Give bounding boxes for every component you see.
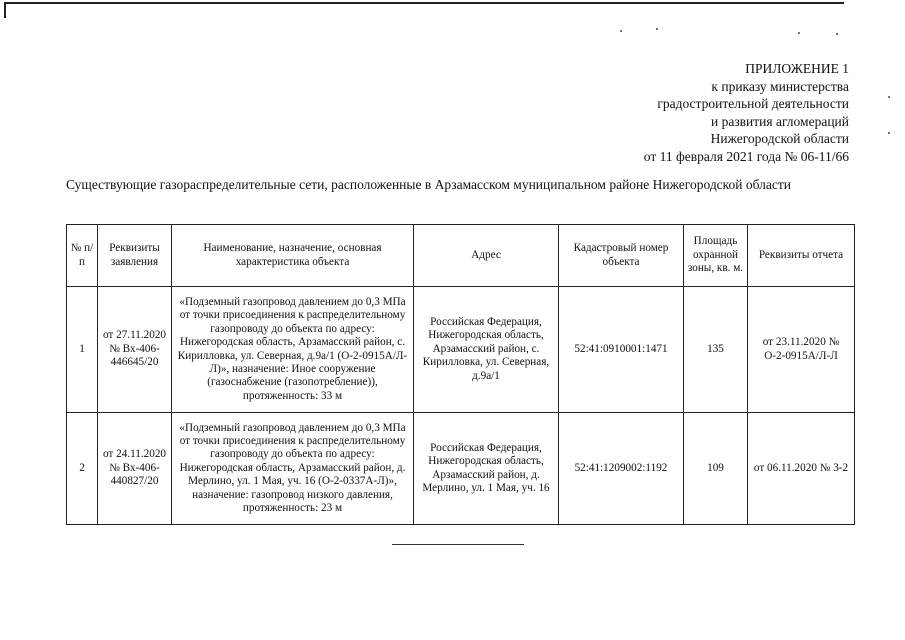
header-application: Реквизиты заявления	[98, 225, 172, 287]
appendix-header	[644, 60, 849, 166]
closing-rule	[392, 544, 524, 545]
header-name: Наименование, назначение, основная характеристика объекта	[172, 225, 414, 287]
cell-cadastral: 52:41:0910001:1471	[559, 287, 684, 413]
scan-border-left	[4, 2, 6, 18]
cell-report: от 23.11.2020 № О-2-0915А/Л-Л	[748, 287, 855, 413]
cell-address: Российская Федерация, Нижегородская область, Арзамасский район, с. Кирилловка, ул. Северная, д.9а/1	[414, 287, 559, 413]
cell-name: «Подземный газопровод давлением до 0,3 МПа от точки присоединения к распределительному газопроводу до объекта по адресу: Нижегородская область, Арзамасский район, д. Мерлино, ул. 1 Мая, уч. 16 (О-2-0337А-Л)», назначение: газопровод низкого давления, протяженность: 23 м	[172, 413, 414, 525]
cell-address: Российская Федерация, Нижегородская область, Арзамасский район, д. Мерлино, ул. 1 Мая, уч. 16	[414, 413, 559, 525]
appendix-line: ПРИЛОЖЕНИЕ 1	[745, 61, 849, 76]
table-header-row	[67, 225, 855, 287]
header-number: № п/п	[67, 225, 98, 287]
scan-speck	[836, 33, 838, 35]
scan-border-top	[4, 2, 844, 4]
table-row	[67, 413, 855, 525]
scan-speck	[798, 32, 800, 34]
cell-name: «Подземный газопровод давлением до 0,3 МПа от точки присоединения к распределительному газопроводу до объекта по адресу: Нижегородская область, Арзамасский район, с. Кирилловка, ул. Северная, д.9а/1 (О-2-0915А/Л-Л)», назначение: Иное сооружение (газоснабжение (газопотребление)), протяженность: 33 м	[172, 287, 414, 413]
cell-application: от 24.11.2020 № Вх-406-440827/20	[98, 413, 172, 525]
cell-number: 2	[67, 413, 98, 525]
cell-number: 1	[67, 287, 98, 413]
appendix-line: от 11 февраля 2021 года № 06-11/66	[643, 148, 849, 164]
cell-area: 109	[684, 413, 748, 525]
appendix-line: и развития агломераций	[710, 113, 849, 129]
cell-area: 135	[684, 287, 748, 413]
appendix-line: Нижегородской области	[710, 131, 849, 147]
cell-cadastral: 52:41:1209002:1192	[559, 413, 684, 525]
scan-speck	[888, 96, 890, 98]
gas-network-table	[66, 224, 855, 525]
header-area: Площадь охранной зоны, кв. м.	[684, 225, 748, 287]
header-cadastral: Кадастровый номер объекта	[559, 225, 684, 287]
scan-speck	[620, 30, 622, 32]
table-row	[67, 287, 855, 413]
cell-application: от 27.11.2020 № Вх-406-446645/20	[98, 287, 172, 413]
cell-report: от 06.11.2020 № 3-2	[748, 413, 855, 525]
document-title: Существующие газораспределительные сети, расположенные в Арзамасском муниципальном районе Нижегородской области	[66, 177, 792, 192]
appendix-line: к приказу министерства	[711, 78, 849, 94]
scan-speck	[656, 28, 658, 30]
header-address: Адрес	[414, 225, 559, 287]
header-report: Реквизиты отчета	[748, 225, 855, 287]
scan-speck	[888, 132, 890, 134]
appendix-line: градостроительной деятельности	[657, 96, 849, 112]
